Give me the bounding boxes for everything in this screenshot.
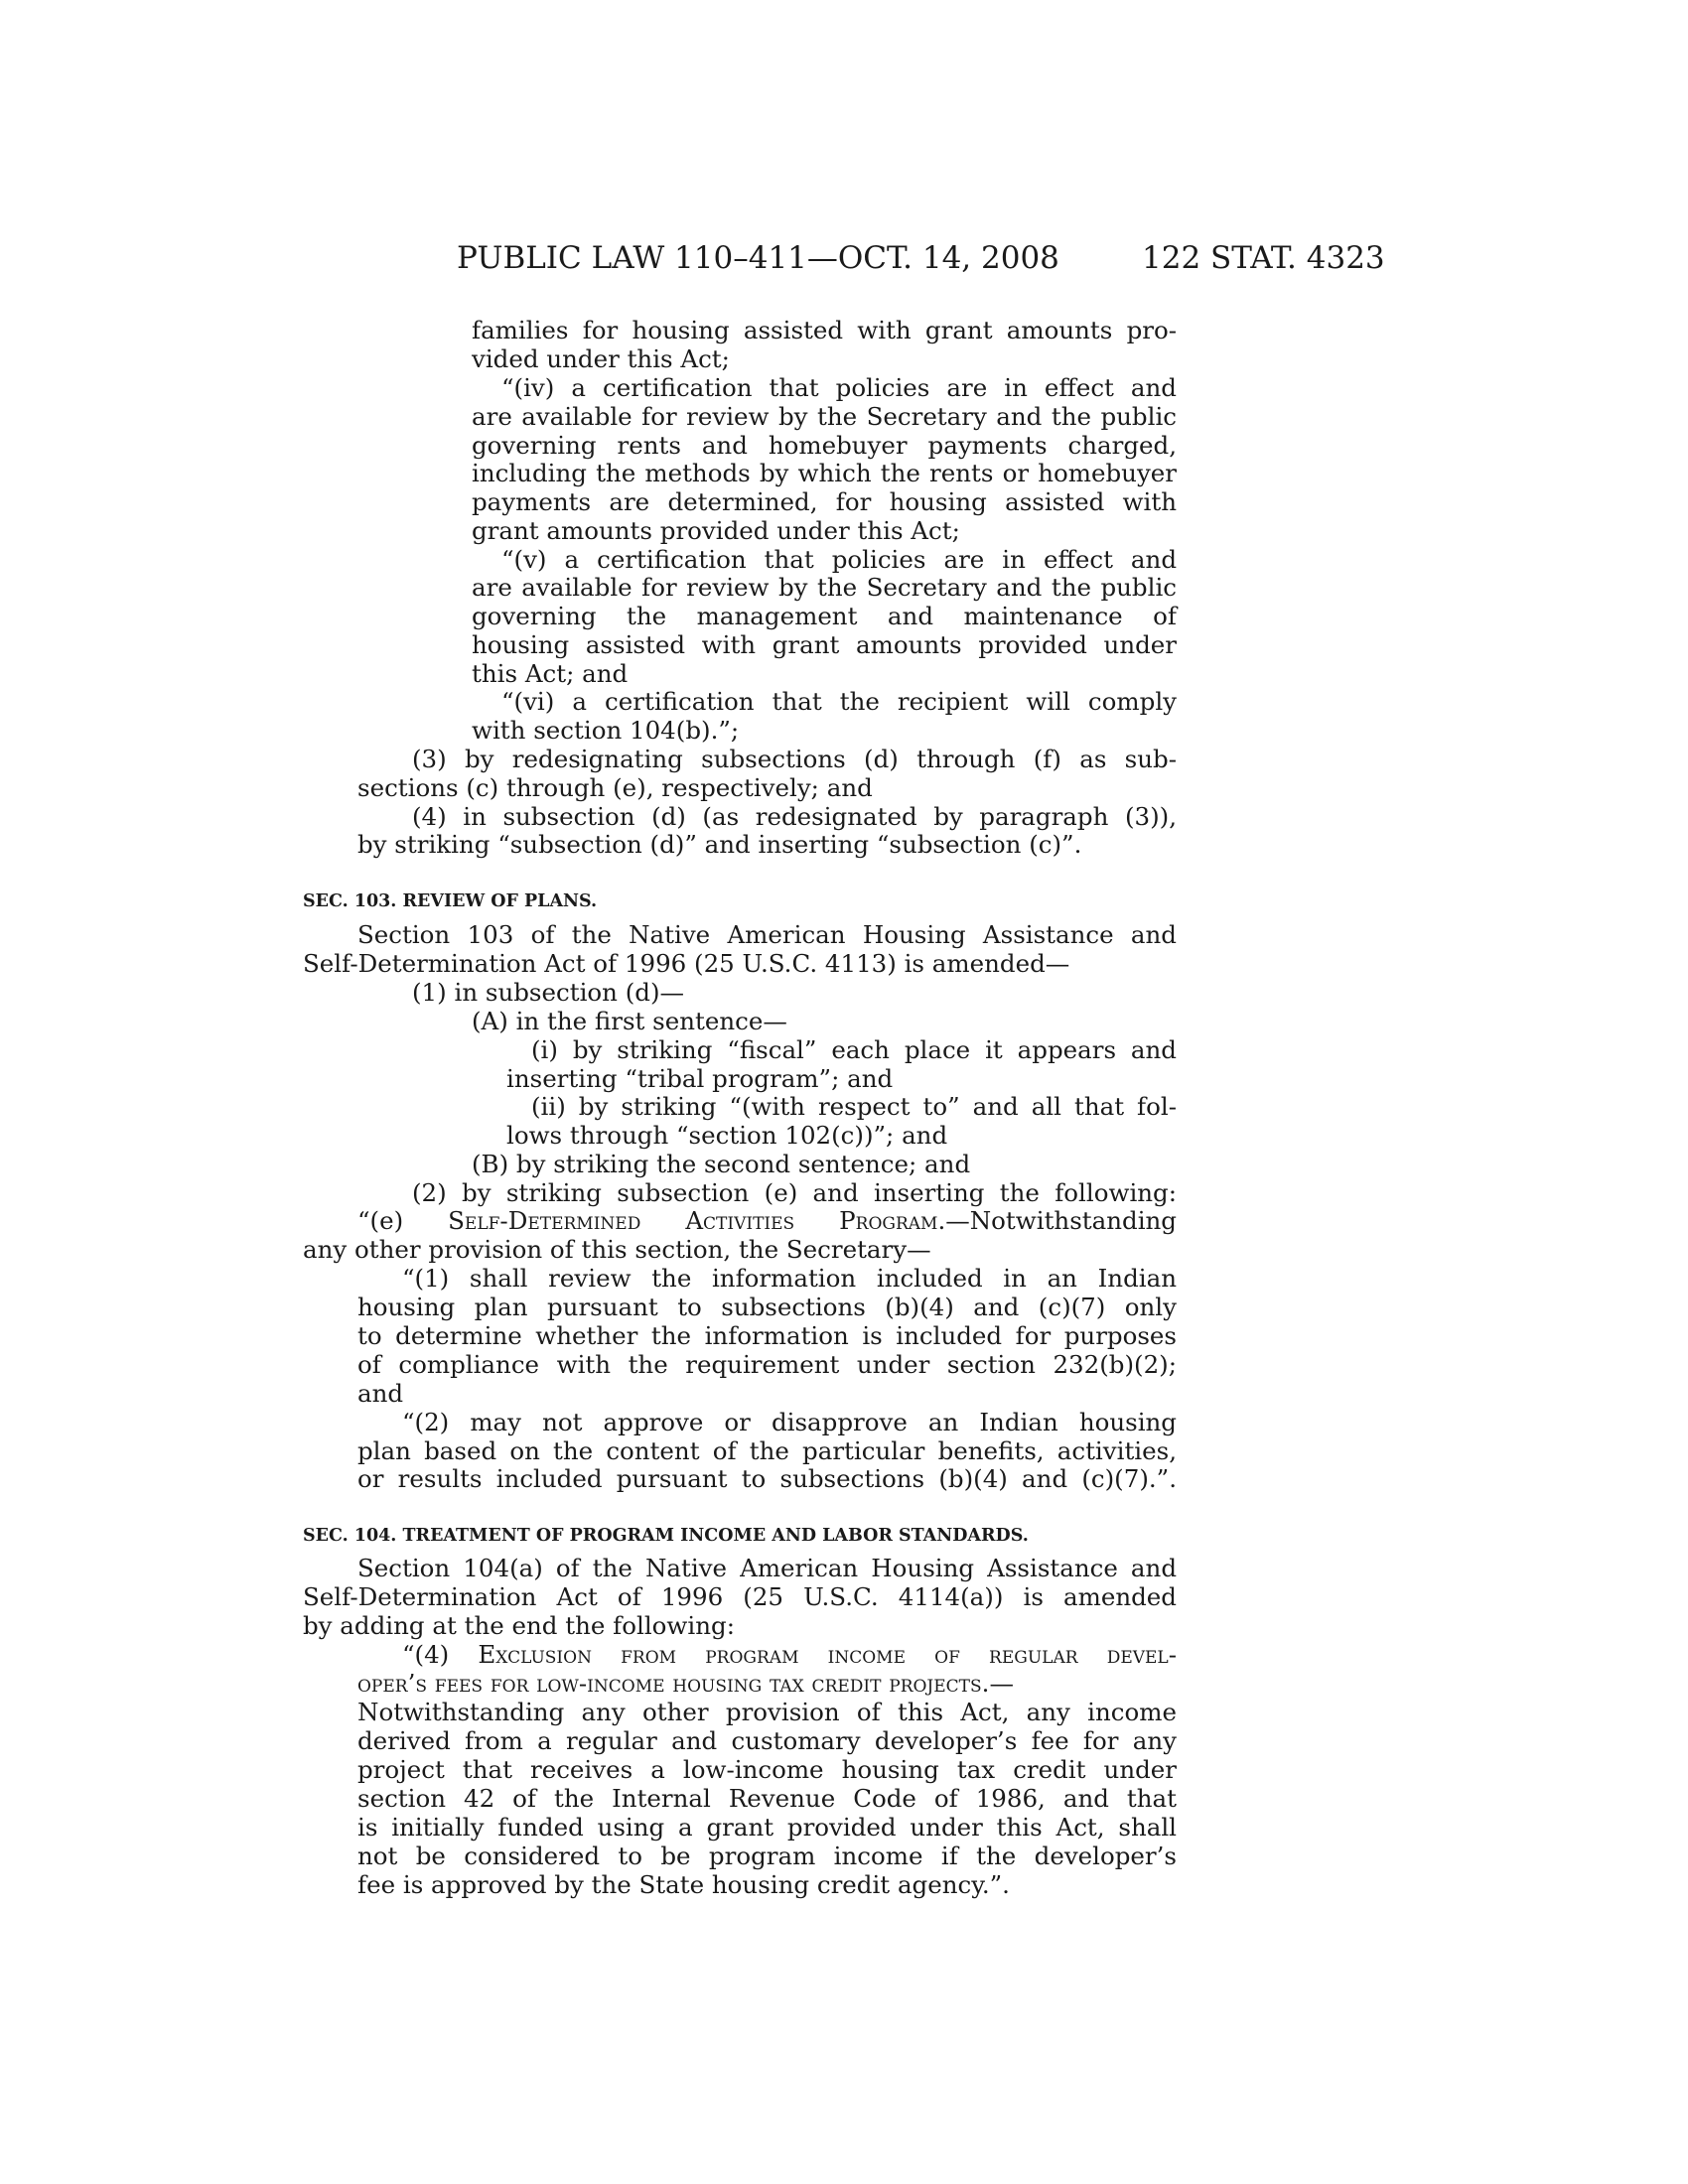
text-line: Section 103 of the Native American Housing Assistance and <box>357 920 1177 949</box>
text-line: “(vi) a certification that the recipient will comply <box>501 687 1177 716</box>
text-line: Self-Determination Act of 1996 (25 U.S.C. 4113) is amended— <box>303 949 1070 978</box>
text-line-subsection-e <box>357 1206 1177 1235</box>
text-line: project that receives a low-income housing tax credit under <box>357 1755 1177 1784</box>
section-heading-104: SEC. 104. TREATMENT OF PROGRAM INCOME AND LABOR STANDARDS. <box>303 1526 1029 1546</box>
text-line: Notwithstanding any other provision of this Act, any income <box>357 1698 1177 1726</box>
paragraph-heading: Exclusion from program income of regular devel- <box>478 1640 1177 1669</box>
text-line: inserting “tribal program”; and <box>506 1064 894 1093</box>
text-fragment: “(4) <box>402 1640 479 1669</box>
text-line: (4) in subsection (d) (as redesignated by paragraph (3)), <box>412 802 1177 831</box>
text-line: (3) by redesignating subsections (d) through (f) as sub- <box>412 745 1177 773</box>
text-line: (2) by striking subsection (e) and inserting the following: <box>412 1178 1177 1207</box>
text-line: derived from a regular and customary developer’s fee for any <box>357 1726 1177 1755</box>
text-line: to determine whether the information is included for purposes <box>357 1321 1177 1350</box>
text-line: this Act; and <box>472 659 629 688</box>
text-line: (ii) by striking “(with respect to” and all that fol- <box>531 1092 1177 1121</box>
text-line: Self-Determination Act of 1996 (25 U.S.C. 4114(a)) is amended <box>303 1582 1177 1611</box>
text-line: “(1) shall review the information included in an Indian <box>402 1264 1177 1293</box>
text-line: payments are determined, for housing assisted with <box>472 487 1177 516</box>
text-line: fee is approved by the State housing credit agency.”. <box>357 1870 1010 1899</box>
page-stat-number: 122 STAT. 4323 <box>1142 240 1385 276</box>
text-line: by adding at the end the following: <box>303 1611 735 1640</box>
text-line: not be considered to be program income if the developer’s <box>357 1842 1177 1870</box>
text-line: and <box>357 1379 404 1408</box>
text-line: Section 104(a) of the Native American Housing Assistance and <box>357 1554 1177 1582</box>
subsection-heading: Self-Determined Activities Program <box>448 1206 938 1235</box>
text-line: grant amounts provided under this Act; <box>472 516 960 545</box>
section-heading-103: SEC. 103. REVIEW OF PLANS. <box>303 891 598 911</box>
text-fragment: .—Notwithstanding <box>937 1206 1177 1235</box>
text-line: (A) in the first sentence— <box>472 1007 787 1035</box>
text-line: plan based on the content of the particular benefits, activities, <box>357 1436 1177 1465</box>
text-line-paragraph-4-heading <box>402 1640 1177 1669</box>
text-line: (1) in subsection (d)— <box>412 978 685 1007</box>
running-header-title: PUBLIC LAW 110–411—OCT. 14, 2008 <box>457 240 1059 276</box>
text-line: of compliance with the requirement under section 232(b)(2); <box>357 1350 1177 1379</box>
text-line: are available for review by the Secretary and the public <box>472 573 1177 602</box>
text-line: or results included pursuant to subsections (b)(4) and (c)(7).”. <box>357 1464 1177 1493</box>
paragraph-heading: oper’s fees for low-income housing tax credit projects <box>357 1669 982 1698</box>
text-line: governing the management and maintenance of <box>472 602 1177 630</box>
text-line: governing rents and homebuyer payments charged, <box>472 431 1177 460</box>
text-line: any other provision of this section, the Secretary— <box>303 1235 931 1264</box>
text-line: “(iv) a certification that policies are in effect and <box>501 373 1177 402</box>
text-line: housing assisted with grant amounts provided under <box>472 630 1177 659</box>
text-line: including the methods by which the rents or homebuyer <box>472 459 1177 487</box>
text-line: families for housing assisted with grant amounts pro- <box>472 316 1177 344</box>
text-line: lows through “section 102(c))”; and <box>506 1121 948 1150</box>
text-line: with section 104(b).”; <box>472 716 740 745</box>
text-line: by striking “subsection (d)” and inserting “subsection (c)”. <box>357 830 1082 859</box>
text-line: section 42 of the Internal Revenue Code of 1986, and that <box>357 1784 1177 1813</box>
text-line: (B) by striking the second sentence; and <box>472 1150 971 1178</box>
text-line: are available for review by the Secretary and the public <box>472 402 1177 431</box>
text-fragment: “(e) <box>357 1206 449 1235</box>
text-line: is initially funded using a grant provided under this Act, shall <box>357 1813 1177 1842</box>
text-line: “(v) a certification that policies are in effect and <box>501 545 1177 574</box>
text-line: (i) by striking “fiscal” each place it appears and <box>531 1035 1177 1064</box>
text-line: “(2) may not approve or disapprove an Indian housing <box>402 1408 1177 1436</box>
text-line: sections (c) through (e), respectively; and <box>357 773 873 802</box>
text-line: housing plan pursuant to subsections (b)(4) and (c)(7) only <box>357 1293 1177 1321</box>
text-line: vided under this Act; <box>472 344 730 373</box>
text-line-paragraph-4-heading-cont <box>357 1669 1014 1698</box>
text-fragment: .— <box>981 1669 1014 1698</box>
